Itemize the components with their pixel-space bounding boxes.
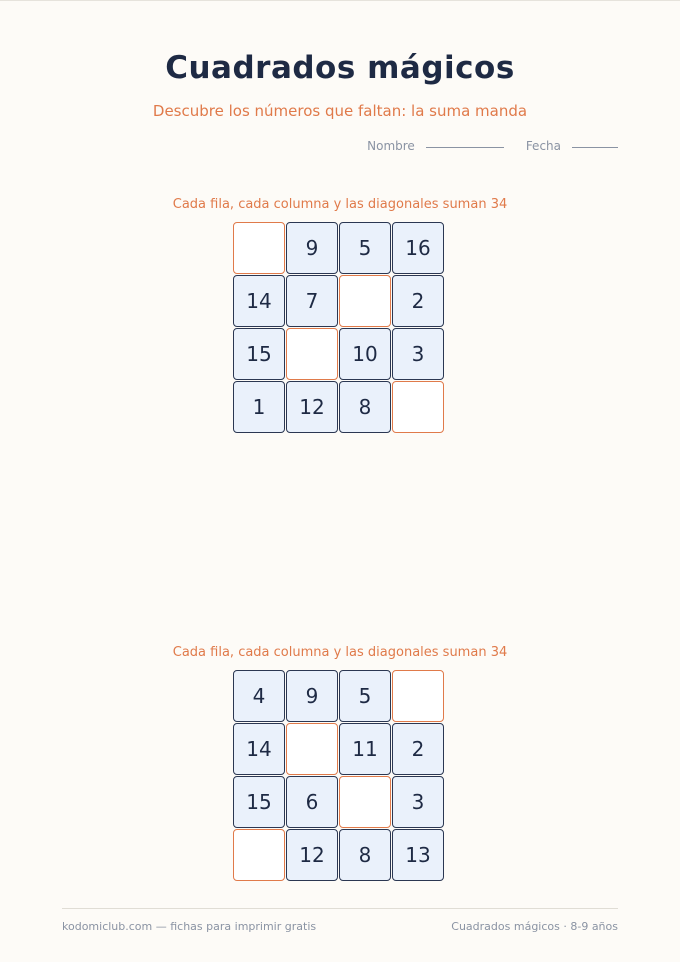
number-cell: 12 xyxy=(286,829,338,881)
page-title: Cuadrados mágicos xyxy=(165,50,515,86)
number-cell: 8 xyxy=(339,381,391,433)
footer-title-age: Cuadrados mágicos · 8-9 años xyxy=(451,920,618,933)
number-cell: 4 xyxy=(233,670,285,722)
number-cell: 2 xyxy=(392,723,444,775)
page-subtitle: Descubre los números que faltan: la suma manda xyxy=(152,102,528,120)
number-cell: 16 xyxy=(392,222,444,274)
number-cell: 12 xyxy=(286,381,338,433)
number-cell: 14 xyxy=(233,275,285,327)
number-cell: 1 xyxy=(233,381,285,433)
blank-cell[interactable] xyxy=(286,328,338,380)
puzzle-1-grid xyxy=(233,222,447,433)
blank-cell[interactable] xyxy=(392,381,444,433)
number-cell: 3 xyxy=(392,328,444,380)
date-label: Fecha xyxy=(525,139,561,153)
number-cell: 5 xyxy=(339,670,391,722)
number-cell: 14 xyxy=(233,723,285,775)
number-cell: 15 xyxy=(233,328,285,380)
number-cell: 15 xyxy=(233,776,285,828)
puzzle-1-caption: Cada fila, cada columna y las diagonales suman 34 xyxy=(172,197,508,212)
blank-cell[interactable] xyxy=(286,723,338,775)
footer-site-text: kodomiclub.com — fichas para imprimir gratis xyxy=(62,920,317,933)
number-cell: 10 xyxy=(339,328,391,380)
blank-cell[interactable] xyxy=(339,776,391,828)
blank-cell[interactable] xyxy=(233,829,285,881)
footer-divider xyxy=(62,908,618,909)
number-cell: 6 xyxy=(286,776,338,828)
blank-cell[interactable] xyxy=(392,670,444,722)
blank-cell[interactable] xyxy=(233,222,285,274)
name-date-fields xyxy=(367,139,618,153)
name-write-line[interactable] xyxy=(426,146,504,148)
blank-cell[interactable] xyxy=(339,275,391,327)
number-cell: 11 xyxy=(339,723,391,775)
number-cell: 7 xyxy=(286,275,338,327)
number-cell: 8 xyxy=(339,829,391,881)
number-cell: 13 xyxy=(392,829,444,881)
date-write-line[interactable] xyxy=(572,146,618,148)
number-cell: 9 xyxy=(286,222,338,274)
page-top-border xyxy=(0,0,680,1)
puzzle-2-grid xyxy=(233,670,447,881)
number-cell: 3 xyxy=(392,776,444,828)
number-cell: 5 xyxy=(339,222,391,274)
number-cell: 9 xyxy=(286,670,338,722)
name-label: Nombre xyxy=(367,139,415,153)
number-cell: 2 xyxy=(392,275,444,327)
puzzle-2-caption: Cada fila, cada columna y las diagonales suman 34 xyxy=(172,645,508,660)
